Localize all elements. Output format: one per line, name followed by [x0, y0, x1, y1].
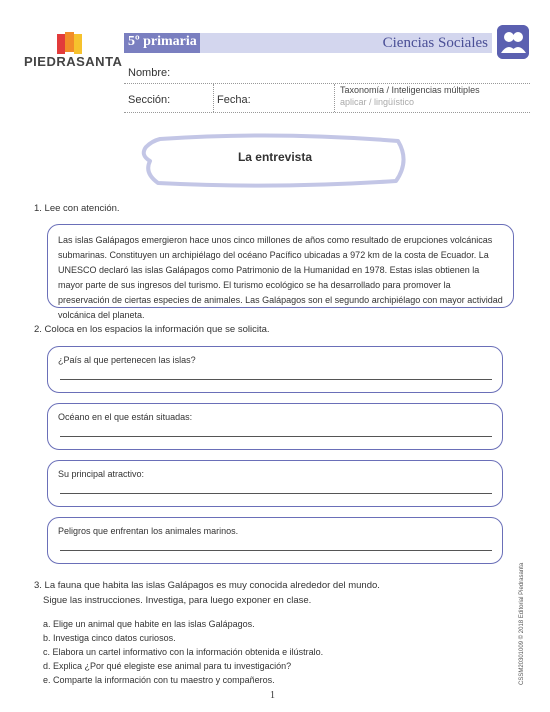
answer-label: Océano en el que están situadas:: [58, 412, 193, 422]
list-item: d. Explica ¿Por qué elegiste ese animal para tu investigación?: [43, 661, 292, 671]
name-field[interactable]: [124, 83, 530, 84]
answer-line[interactable]: [60, 550, 492, 551]
question-3-subinstruction: Sigue las instrucciones. Investiga, para luego exponer en clase.: [43, 595, 312, 606]
answer-line[interactable]: [60, 493, 492, 494]
date-label: Fecha:: [217, 94, 251, 106]
answer-line[interactable]: [60, 436, 492, 437]
section-label: Sección:: [128, 94, 171, 106]
list-item: b. Investiga cinco datos curiosos.: [43, 633, 176, 643]
list-item: c. Elabora un cartel informativo con la información obtenida e ilústralo.: [43, 647, 324, 657]
people-icon: [497, 25, 529, 59]
answer-label: Peligros que enfrentan los animales marinos.: [58, 526, 239, 536]
question-2-instruction: 2. Coloca en los espacios la información que se solicita.: [34, 324, 270, 335]
list-item: e. Comparte la información con tu maestro y compañeros.: [43, 675, 275, 685]
answer-label: ¿País al que pertenecen las islas?: [58, 355, 196, 365]
reading-text: Las islas Galápagos emergieron hace unos cinco millones de años como resultado de erupciones volcánicas submarinas. Constituyen un archipiélago del océano Pacífico ubicadas a 972 km de la costa de Ecuador. La UNESCO declaró las islas Galápagos como Patrimonio de la Humanidad en 1978. Estas islas obtienen la mayor parte de sus ingresos del turismo. El turismo ecológico se ha desarrollado para promover la preservación de ciertas especies de animales. Las Galápagos son el segundo archipiélago con mayor actividad volcánica del planeta.: [47, 224, 514, 308]
publisher-logo: PIEDRASANTA: [24, 54, 123, 69]
page-title: La entrevista: [237, 150, 313, 164]
answer-label: Su principal atractivo:: [58, 469, 145, 479]
answer-box[interactable]: [47, 403, 503, 450]
taxonomy-label: Taxonomía / Inteligencias múltiples: [340, 85, 480, 95]
taxonomy-values: aplicar / lingüístico: [340, 97, 415, 107]
list-item: a. Elige un animal que habite en las islas Galápagos.: [43, 619, 255, 629]
page-number: 1: [270, 690, 275, 701]
name-label: Nombre:: [128, 67, 171, 79]
copyright-code: CSSM20301009 © 2018 Editorial Piedrasanta: [519, 562, 525, 685]
subject-label: Ciencias Sociales: [382, 35, 488, 51]
book-logo-icon: [57, 32, 83, 54]
section-date-field[interactable]: [124, 112, 530, 113]
answer-box[interactable]: [47, 460, 503, 507]
grade-label: 5º primaria: [128, 34, 197, 49]
answer-box[interactable]: [47, 517, 503, 564]
answer-box[interactable]: [47, 346, 503, 393]
question-3-instruction: 3. La fauna que habita las islas Galápagos es muy conocida alrededor del mundo.: [34, 580, 380, 591]
divider: [334, 84, 335, 112]
answer-line[interactable]: [60, 379, 492, 380]
question-1-instruction: 1. Lee con atención.: [34, 203, 120, 214]
divider: [213, 84, 214, 112]
